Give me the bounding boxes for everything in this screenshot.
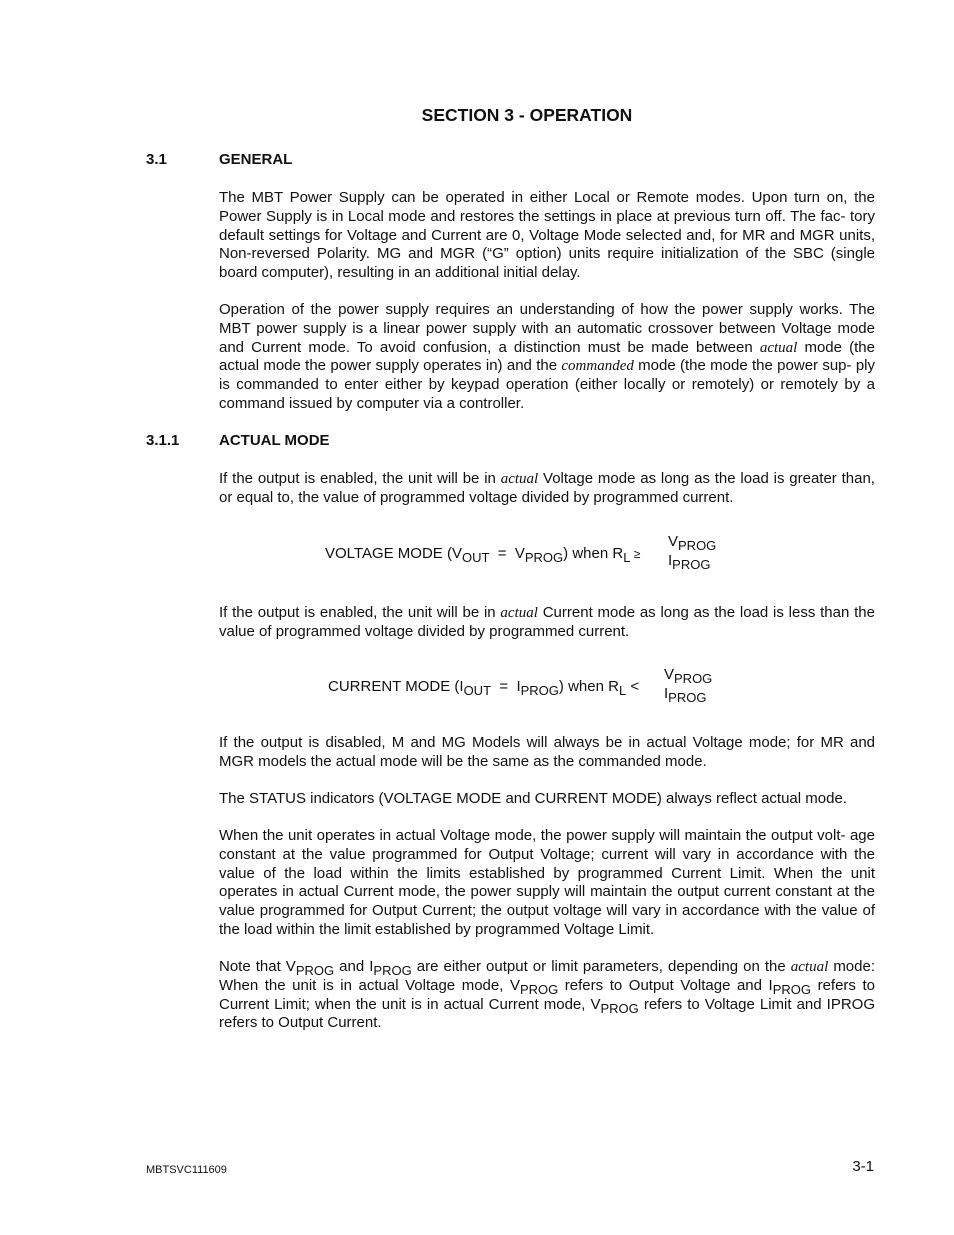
paragraph-mode-behavior: When the unit operates in actual Voltage mode, the power supply will maintain the output volt- age constant at the value programmed for Output Voltage; current will vary in accordance with the value of the load within the limits established by programmed Current Limit. When the unit operates in actual Current mode, the power supply will maintain the output current constant at the value programmed for Output Current; the output voltage will vary in accordance with the value of the load within the limit established by programmed Voltage Limit. <box>219 827 875 938</box>
equation-current-mode: CURRENT MODE $(I_{OUT} = I_{PROG})$ when $R_L$ < $V_{PROG}$ $I_{PROG}$ <box>328 666 713 705</box>
paragraph-voltage-mode-condition: If the output is enabled, the unit will be in actual Voltage mode as long as the load is greater than, or equal to, the value of programmed voltage divided by programmed current. <box>219 470 875 506</box>
footer-page-number: 3-1 <box>852 1158 874 1175</box>
paragraph-current-mode-condition: If the output is enabled, the unit will be in actual Current mode as long as the load is less than the value of programmed voltage divided by programmed current. <box>219 604 875 640</box>
section-number-3-1: 3.1 <box>146 151 167 168</box>
section-title: SECTION 3 - OPERATION <box>421 105 633 125</box>
section-heading-actual-mode: ACTUAL MODE <box>219 432 330 449</box>
fraction-vprog-over-iprog: $V_{PROG}$ $I_{PROG}$ <box>668 533 717 572</box>
section-number-3-1-1: 3.1.1 <box>146 432 180 449</box>
equation-voltage-mode: VOLTAGE MODE $(V_{OUT} = V_{PROG})$ when $R_L$ ≥ $V_{PROG}$ $I_{PROG}$ <box>325 533 717 572</box>
paragraph-output-disabled: If the output is disabled, M and MG Models will always be in actual Voltage mode; for MR and MGR models the actual mode will be the same as the commanded mode. <box>219 734 875 770</box>
paragraph-general-intro: The MBT Power Supply can be operated in either Local or Remote modes. Upon turn on, the Power Supply is in Local mode and restores the settings in place at previous turn off. The fac- tory default settings for Voltage and Current are 0, Voltage Mode selected and, for MR and MGR units, Non-reversed Polarity. MG and MGR (“G” option) units require initialization of the SBC (single board computer), resulting in an additional initial delay. <box>219 189 875 282</box>
paragraph-actual-vs-commanded: Operation of the power supply requires an understanding of how the power supply works. The MBT power supply is a linear power supply with an automatic crossover between Voltage mode and Current mode. To avoid confusion, a distinction must be made between actual mode (the actual mode the power supply operates in) and the commanded mode (the mode the power sup- ply is commanded to enter either by keypad operation (either locally or remotely) or remotely by a command issued by computer via a controller. <box>219 301 876 412</box>
paragraph-status-indicators: The STATUS indicators (VOLTAGE MODE and CURRENT MODE) always reflect actual mode. <box>219 790 847 807</box>
section-heading-general: GENERAL <box>219 151 293 168</box>
paragraph-vprog-iprog-note: Note that $V_{PROG}$ and $I_{PROG}$ are either output or limit parameters, depending on the actual mode: When the unit is in actual Voltage mode, $V_{PROG}$ refers to Output Voltage and $I_{PROG}$ refers to Current Limit; when the unit is in actual Current mode, $V_{PROG}$ refers to Voltage Limit and IPROG refers to Output Current. <box>219 958 876 1032</box>
fraction-vprog-over-iprog: $V_{PROG}$ $I_{PROG}$ <box>664 666 713 705</box>
footer-document-id: MBTSVC111609 <box>146 1164 227 1176</box>
